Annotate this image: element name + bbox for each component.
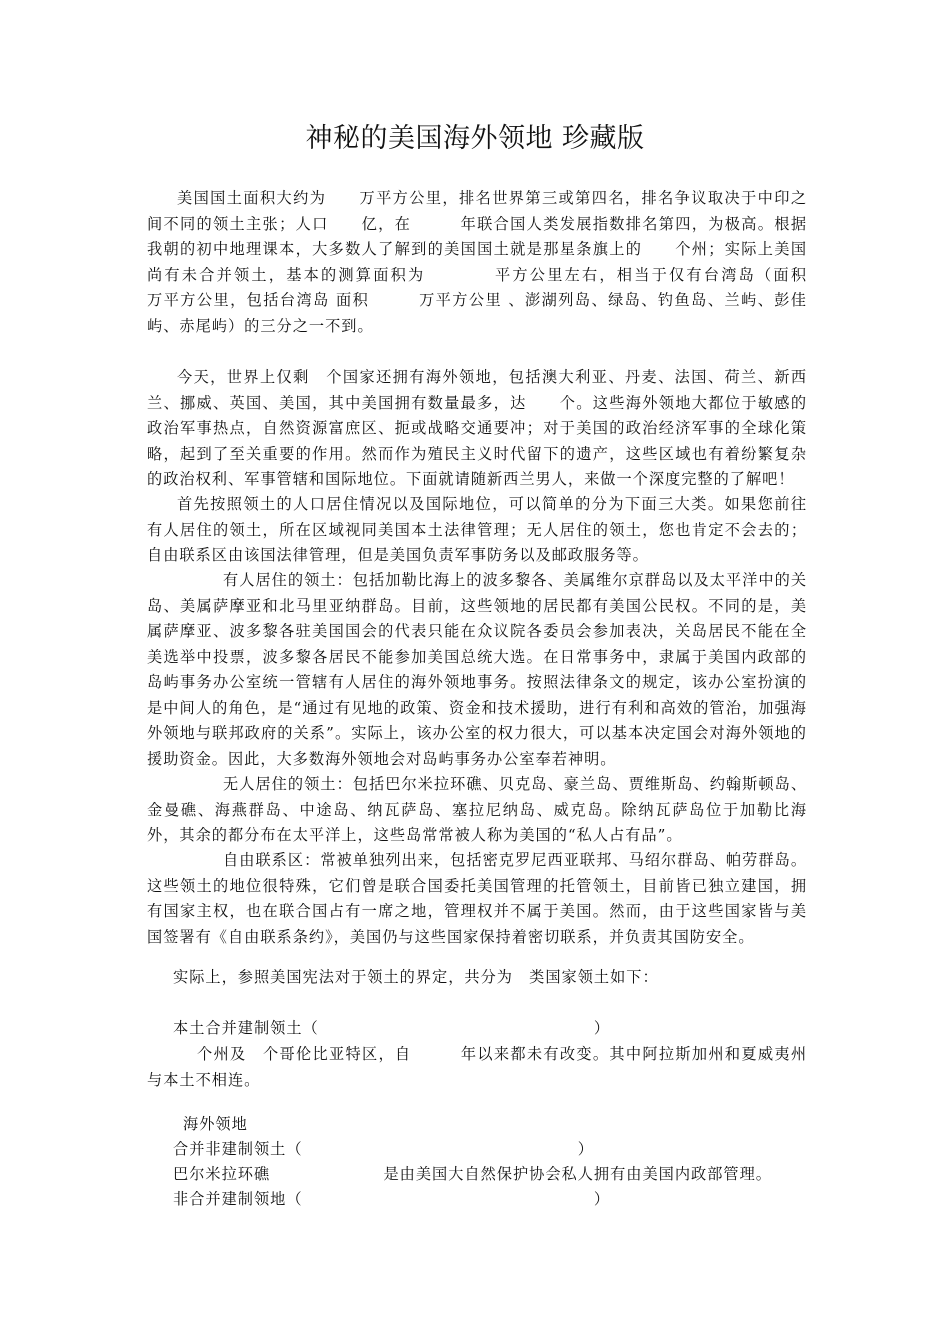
- document-title: 神秘的美国海外领地 珍藏版: [305, 123, 645, 154]
- heading-overseas-territories: 海外领地: [183, 1115, 248, 1133]
- line-palmyra-atoll: 巴尔米拉环礁 是由美国大自然保护协会私人拥有由美国内政部管理。: [173, 1165, 772, 1183]
- line-constitution-classification: 实际上，参照美国宪法对于领土的界定，共分为 类国家领土如下：: [173, 968, 659, 986]
- paragraph-three-categories: 首先按照领土的人口居住情况以及国际地位，可以简单的分为下面三大类。如果您前往有人居住的领土，所在区域视同美国本土法律管理；无人居住的领土，您也肯定不会去的；自由联系区由该国法律管理，但是美国负责军事防务以及邮政服务等。: [147, 495, 807, 564]
- paragraph-inhabited-territories: 有人居住的领土：包括加勒比海上的波多黎各、美属维尔京群岛以及太平洋中的关岛、美属萨摩亚和北马里亚纳群岛。目前，这些领地的居民都有美国公民权。不同的是，美属萨摩亚、波多黎各驻美国国会的代表只能在众议院各委员会参加表决，关岛居民不能在全美选举中投票，波多黎各居民不能参加美国总统大选。在日常事务中，隶属于美国内政部的岛屿事务办公室统一管辖有人居住的海外领地事务。按照法律条文的规定，该办公室扮演的是中间人的角色，是“通过有见地的政策、资金和技术援助，进行有利和高效的管治，加强海外领地与联邦政府的关系”。实际上，该办公室的权力很大，可以基本决定国会对海外领地的援助资金。因此，大多数海外领地会对岛屿事务办公室奉若神明。: [147, 571, 807, 768]
- paragraph-uninhabited-territories: 无人居住的领土：包括巴尔米拉环礁、贝克岛、豪兰岛、贾维斯岛、约翰斯顿岛、金曼礁、海燕群岛、中途岛、纳瓦萨岛、塞拉尼纳岛、威克岛。除纳瓦萨岛位于加勒比海外，其余的都分布在太平洋上，这些岛常常被人称为美国的“私人占有品”。: [147, 775, 807, 844]
- heading-incorporated-unorganized: 合并非建制领土（ ）: [173, 1140, 594, 1158]
- paragraph-overseas-territories-intro: 今天，世界上仅剩 个国家还拥有海外领地，包括澳大利亚、丹麦、法国、荷兰、新西兰、挪威、英国、美国，其中美国拥有数量最多，达 个。这些海外领地大都位于敏感的政治军事热点，自然资源富庶区、扼或战略交通要冲；对于美国的政治经济军事的全球化策略，起到了至关重要的作用。然而作为殖民主义时代留下的遗产，这些区域也有着纷繁复杂的政治权利、军事管辖和国际地位。下面就请随新西兰男人，来做一个深度完整的了解吧！: [147, 368, 807, 488]
- paragraph-us-territory-overview: 美国国土面积大约为 万平方公里，排名世界第三或第四名，排名争议取决于中印之间不同的领土主张；人口 亿，在 年联合国人类发展指数排名第四，为极高。根据我朝的初中地理课本，大多数人了解到的美国国土就是那星条旗上的 个州；实际上美国尚有未合并领土，基本的测算面积为 平方公里左右，相当于仅有台湾岛（面积 万平方公里，包括台湾岛 面积 万平方公里 、澎湖列岛、绿岛、钓鱼岛、兰屿、彭佳屿、赤尾屿）的三分之一不到。: [147, 189, 840, 335]
- paragraph-states-and-dc: 个州及 个哥伦比亚特区，自 年以来都未有改变。其中阿拉斯加州和夏威夷州与本土不相连。: [147, 1045, 807, 1089]
- heading-unincorporated-organized: 非合并建制领地（ ）: [173, 1190, 611, 1208]
- heading-incorporated-organized: 本土合并建制领土（ ）: [173, 1019, 611, 1037]
- paragraph-free-association: 自由联系区：常被单独列出来，包括密克罗尼西亚联邦、马绍尔群岛、帕劳群岛。这些领土的地位很特殊，它们曾是联合国委托美国管理的托管领土，目前皆已独立建国，拥有国家主权，也在联合国占有一席之地，管理权并不属于美国。然而，由于这些国家皆与美国签署有《自由联系条约》，美国仍与这些国家保持着密切联系，并负责其国防安全。: [147, 851, 807, 946]
